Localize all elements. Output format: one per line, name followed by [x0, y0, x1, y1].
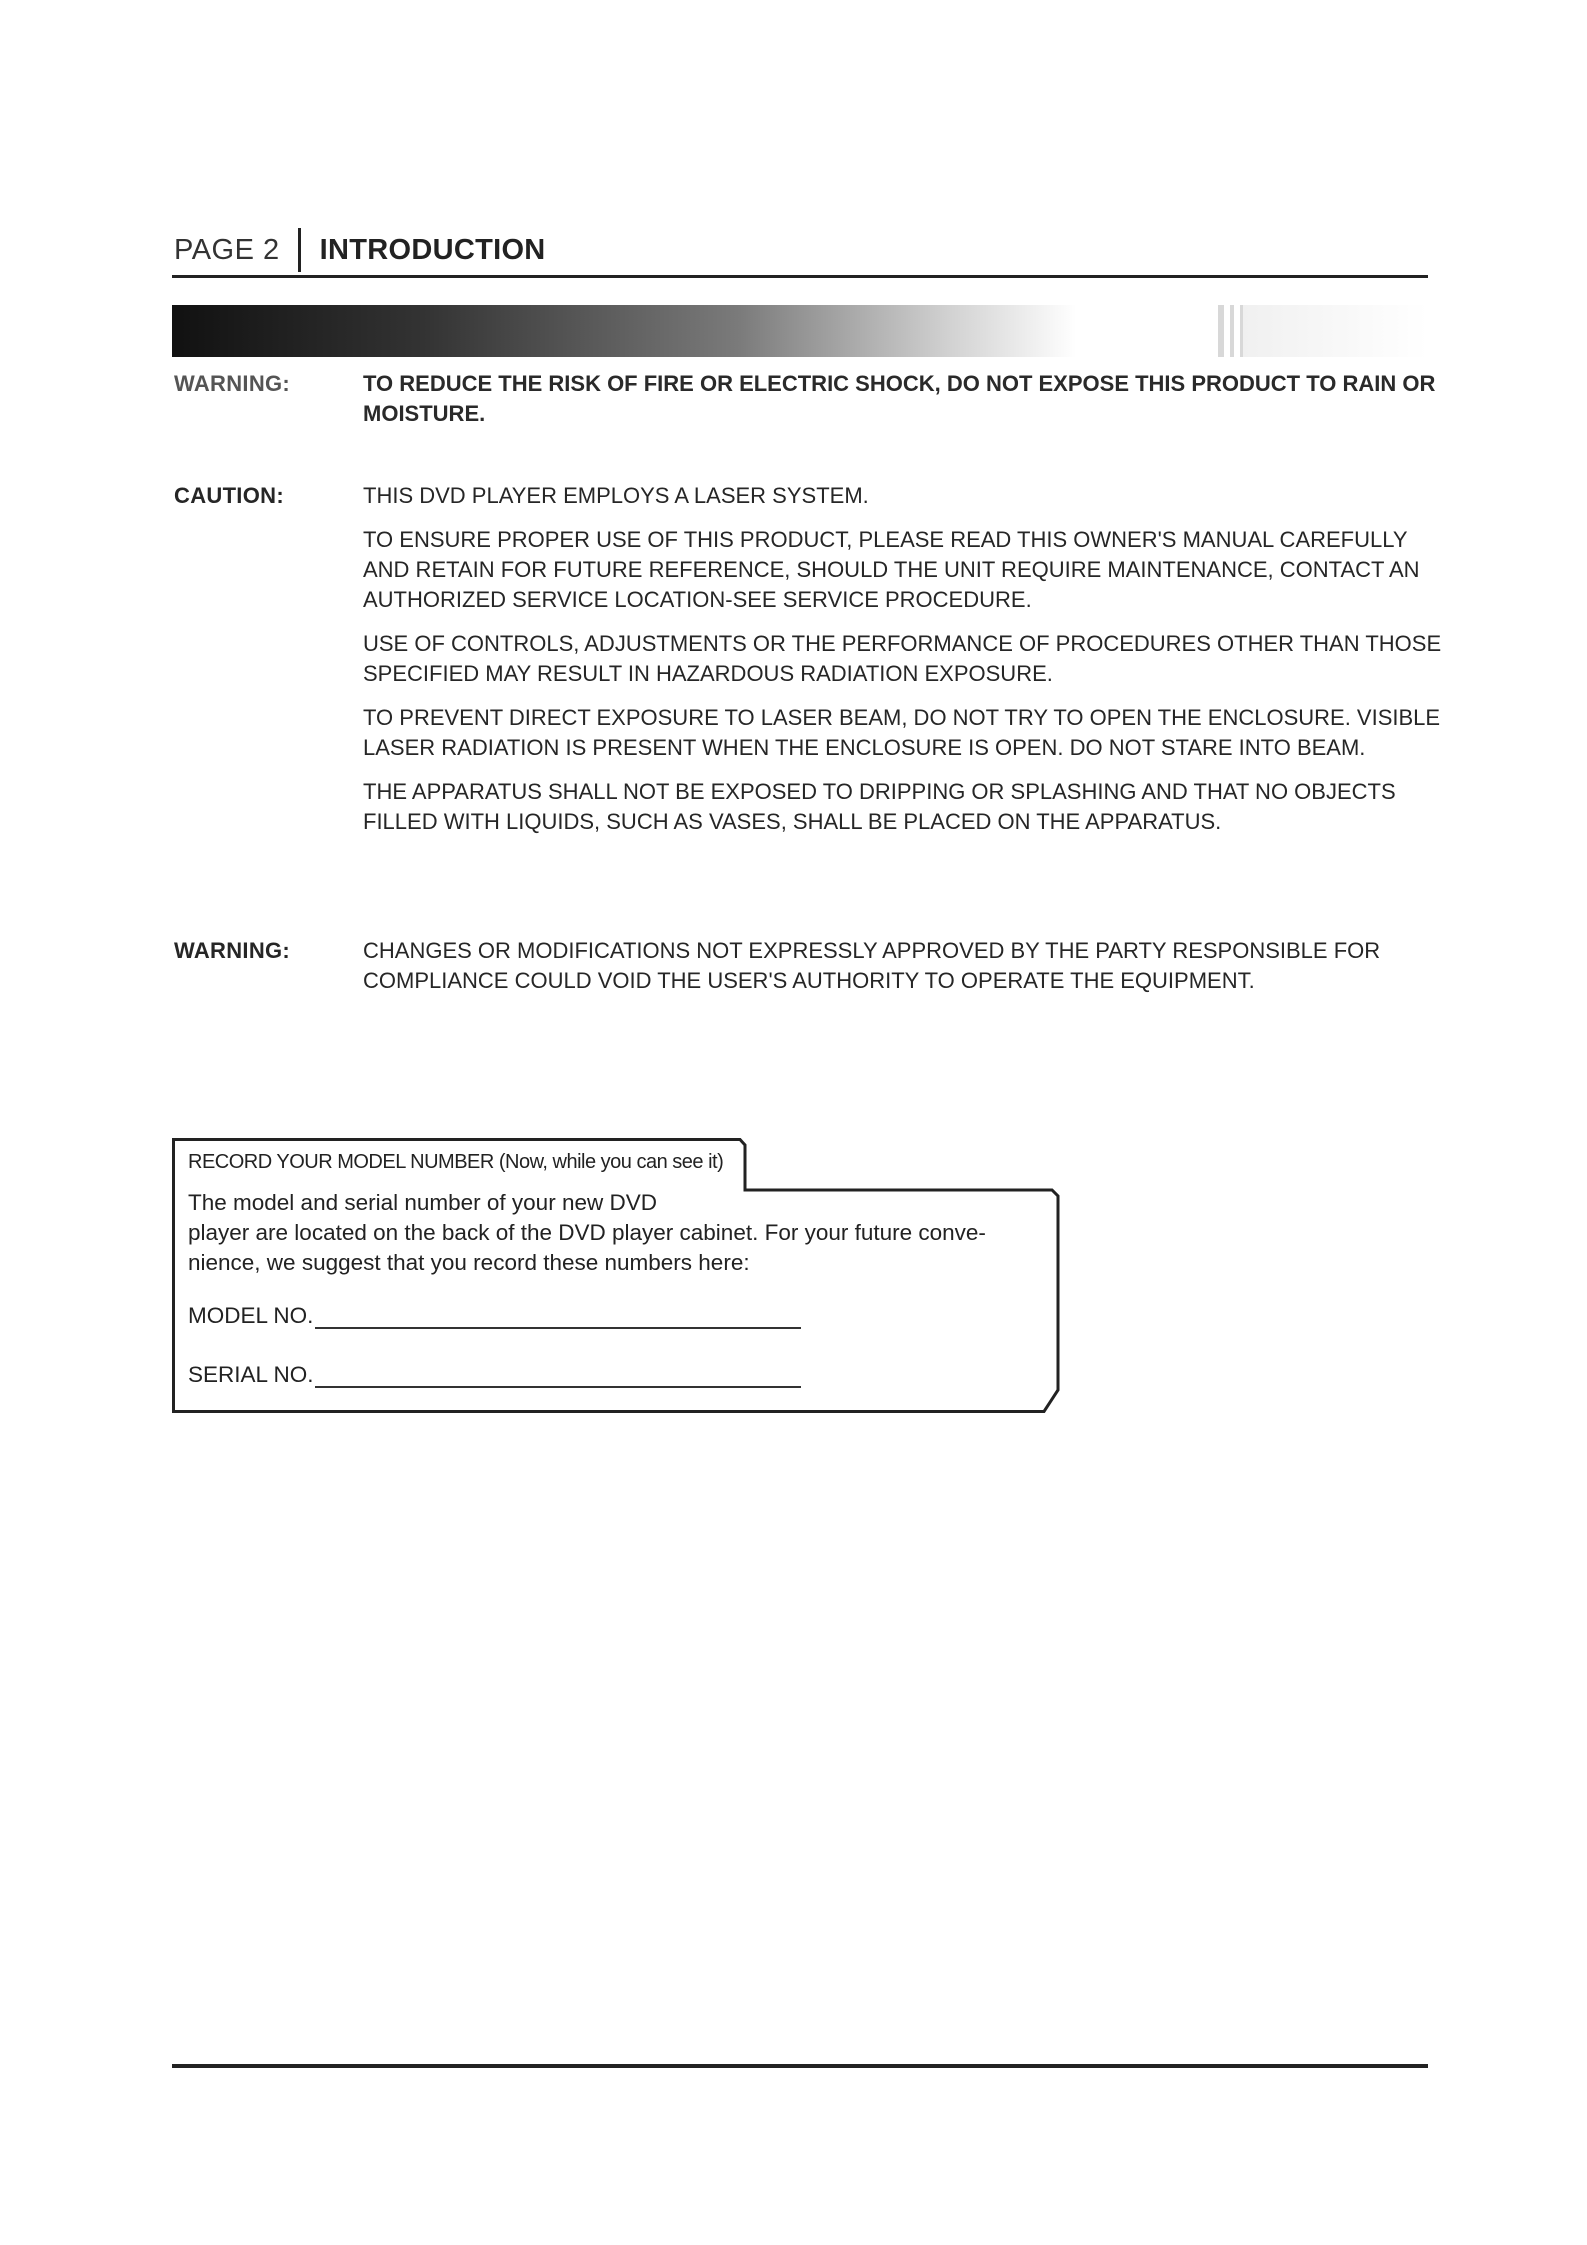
notice-label: WARNING: [174, 938, 291, 963]
page-header [174, 228, 546, 272]
banner-marks [1218, 305, 1243, 357]
caution-notice [174, 481, 1442, 931]
caution-paragraph: THE APPARATUS SHALL NOT BE EXPOSED TO DRIPPING OR SPLASHING AND THAT NO OBJECTS FILLED WITH LIQUIDS, SUCH AS VASES, SHALL BE PLACED ON THE APPARATUS. [363, 779, 1396, 834]
page-number: PAGE 2 [174, 233, 280, 266]
record-model-box [172, 1138, 1060, 1413]
caution-paragraphs [363, 481, 1443, 851]
record-box-title: RECORD YOUR MODEL NUMBER (Now, while you can see it) [188, 1151, 724, 1173]
warning-notice [174, 369, 1436, 433]
caution-paragraph: THIS DVD PLAYER EMPLOYS A LASER SYSTEM. [363, 483, 869, 508]
section-title: INTRODUCTION [319, 233, 546, 266]
notice-text: CHANGES OR MODIFICATIONS NOT EXPRESSLY APPROVED BY THE PARTY RESPONSIBLE FOR COMPLIANCE COULD VOID THE USER'S AUTHORITY TO OPERATE THE EQUIPMENT. [363, 938, 1381, 993]
model-number-label: MODEL NO. [188, 1303, 314, 1328]
notice-text: TO REDUCE THE RISK OF FIRE OR ELECTRIC SHOCK, DO NOT EXPOSE THIS PRODUCT TO RAIN OR MOISTURE. [363, 371, 1436, 426]
model-number-field[interactable] [188, 1303, 801, 1329]
banner-fade [1240, 305, 1428, 357]
record-box-body-rest: player are located on the back of the DVD player cabinet. For your future conve-nience, we suggest that you record these numbers here: [188, 1220, 986, 1275]
model-number-blank[interactable] [315, 1305, 801, 1329]
caution-paragraph: USE OF CONTROLS, ADJUSTMENTS OR THE PERFORMANCE OF PROCEDURES OTHER THAN THOSE SPECIFIED MAY RESULT IN HAZARDOUS RADIATION EXPOSURE. [363, 631, 1442, 686]
modification-warning [174, 936, 1428, 1032]
record-box-body-line: The model and serial number of your new DVD [188, 1190, 657, 1215]
notice-label: CAUTION: [174, 483, 284, 508]
serial-number-blank[interactable] [315, 1364, 801, 1388]
caution-paragraph: TO ENSURE PROPER USE OF THIS PRODUCT, PLEASE READ THIS OWNER'S MANUAL CAREFULLY AND RETAIN FOR FUTURE REFERENCE, SHOULD THE UNIT REQUIRE MAINTENANCE, CONTACT AN AUTHORIZED SERVICE LOCATION-SEE SERVICE PROCEDURE. [363, 527, 1420, 612]
caution-paragraph: TO PREVENT DIRECT EXPOSURE TO LASER BEAM, DO NOT TRY TO OPEN THE ENCLOSURE. VISIBLE LASER RADIATION IS PRESENT WHEN THE ENCLOSURE IS OPEN. DO NOT STARE INTO BEAM. [363, 705, 1441, 760]
serial-number-label: SERIAL NO. [188, 1362, 314, 1387]
header-rule [172, 275, 1428, 278]
header-separator [298, 228, 301, 272]
footer-rule [172, 2064, 1428, 2068]
record-box-body [188, 1188, 1048, 1278]
serial-number-field[interactable] [188, 1362, 801, 1388]
notice-label: WARNING: [174, 371, 291, 396]
